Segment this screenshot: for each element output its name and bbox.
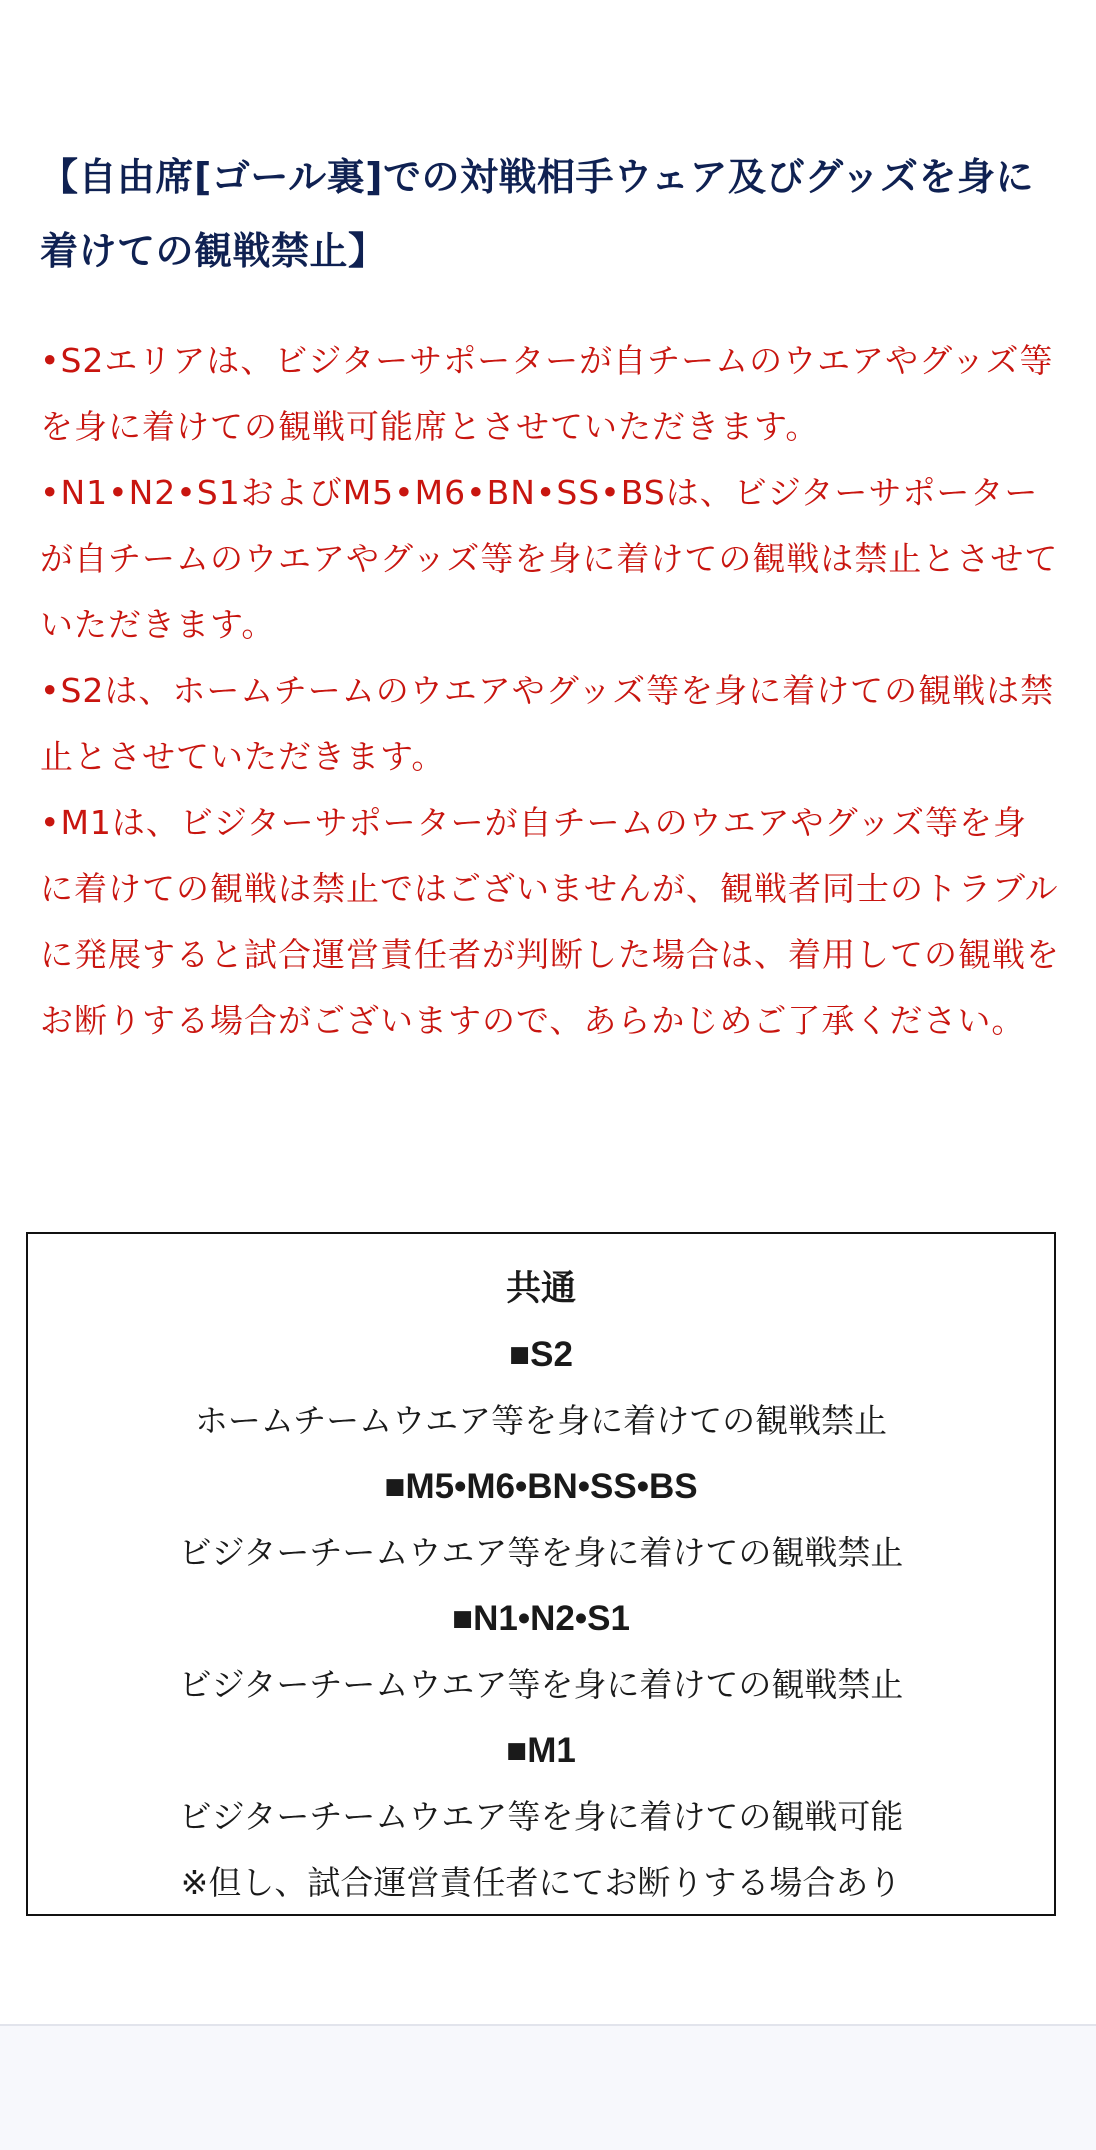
section-m1-heading: ■M1	[506, 1731, 576, 1770]
note-n1-n2-s1-m5-m6-bn-ss-bs: •N1•N2•S1およびM5•M6•BN•SS•BSは、ビジターサポーターが自チームのウエアやグッズ等を身に着けての観戦は禁止とさせていただきます。	[40, 473, 1059, 644]
note-m1: •M1は、ビジターサポーターが自チームのウエアやグッズ等を身に着けての観戦は禁止ではございませんが、観戦者同士のトラブルに発展すると試合運営責任者が判断した場合は、着用しての観戦をお断りする場合がございますので、あらかじめご了承ください。	[40, 803, 1060, 1040]
section-m5-heading: ■M5•M6•BN•SS•BS	[384, 1467, 698, 1506]
main-content	[40, 140, 1060, 1054]
section-heading: 【自由席[ゴール裏]での対戦相手ウェア及びグッズを身に着けての観戦禁止】	[40, 155, 1035, 273]
summary-footnote: ※但し、試合運営責任者にてお断りする場合あり	[180, 1863, 902, 1902]
note-s2-visitor: •S2エリアは、ビジターサポーターが自チームのウエアやグッズ等を身に着けての観戦可能席とさせていただきます。	[40, 341, 1054, 446]
note-s2-home: •S2は、ホームチームのウエアやグッズ等を身に着けての観戦は禁止とさせていただきます。	[40, 671, 1055, 776]
summary-box	[26, 1232, 1056, 1916]
section-s2-text: ホームチームウエア等を身に着けての観戦禁止	[194, 1401, 888, 1440]
notes-list	[40, 328, 1060, 1054]
summary-title: 共通	[505, 1269, 576, 1308]
section-m5-text: ビジターチームウエア等を身に着けての観戦禁止	[178, 1533, 904, 1572]
footer-area	[0, 2026, 1096, 2150]
section-m1-text: ビジターチームウエア等を身に着けての観戦可能	[178, 1797, 904, 1836]
section-s2-heading: ■S2	[509, 1335, 573, 1374]
section-n1-text: ビジターチームウエア等を身に着けての観戦禁止	[178, 1665, 904, 1704]
section-n1-heading: ■N1•N2•S1	[452, 1599, 630, 1638]
